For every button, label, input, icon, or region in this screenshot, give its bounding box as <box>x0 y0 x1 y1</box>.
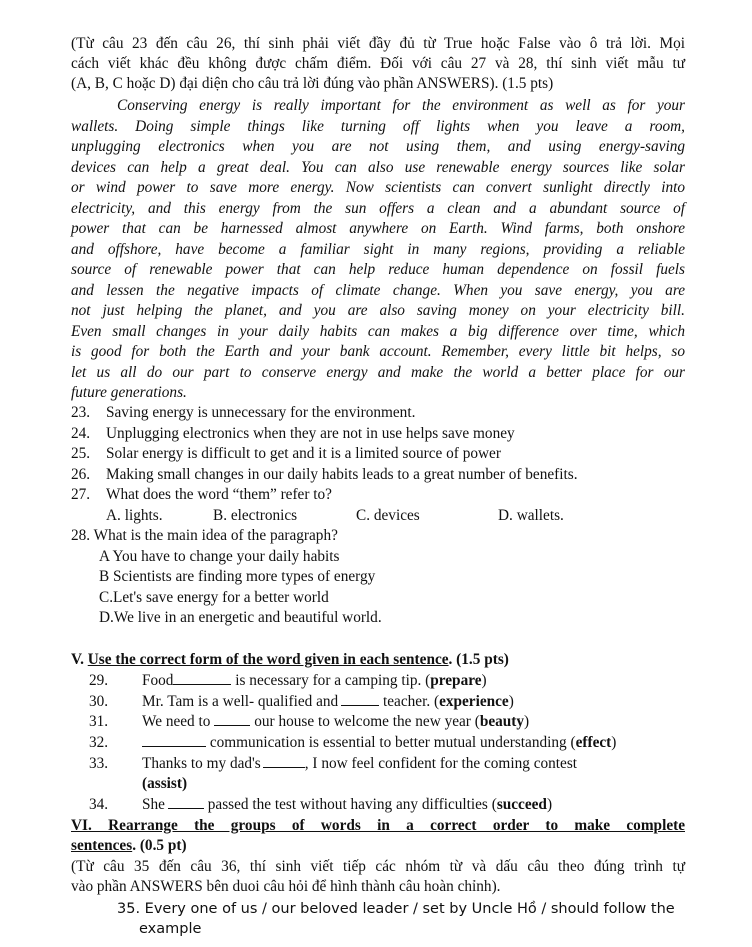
instructions-line-3: (A, B, C hoặc D) đại diện cho câu trả lời đúng vào phần ANSWERS). (1.5 pts) <box>71 75 554 92</box>
word-form-sentence: communication is essential to better mutual understanding (effect) <box>142 733 616 753</box>
word-cue: prepare <box>430 672 482 689</box>
q28-option-c: C.Let's save energy for a better world <box>99 589 329 606</box>
question-number: 29. <box>89 672 109 689</box>
section-5-prefix: V. <box>71 651 88 668</box>
word-form-sentence: Thanks to my dad's , I now feel confident for the coming contest <box>142 755 578 772</box>
word-form-sentence: We need to our house to welcome the new year (beauty) <box>142 713 530 730</box>
answer-blank <box>341 692 379 706</box>
answer-blank <box>142 733 206 747</box>
question-text: Making small changes in our daily habits leads to a great number of benefits. <box>106 466 578 483</box>
section-6-heading-cont: sentences. (0.5 pt) <box>71 837 187 854</box>
section-6-heading: VI. Rearrange the groups of words in a correct order to make complete <box>71 817 685 834</box>
answer-blank <box>214 712 250 726</box>
question-number: 30. <box>89 693 109 710</box>
question-text: Saving energy is unnecessary for the environment. <box>106 404 416 421</box>
q27-option-a: A. lights. <box>106 507 163 524</box>
section-5-heading <box>71 650 509 670</box>
passage-line: is good for both the Earth and your bank account. Remember, every little bit helps, so <box>71 343 685 360</box>
section-6-instructions-line-1: (Từ câu 35 đến câu 36, thí sinh viết tiếp các nhóm từ và dấu câu theo đúng trình tự <box>71 858 685 875</box>
word-form-sentence: Mr. Tam is a well- qualified and teacher. (experience) <box>142 693 514 710</box>
word-form-sentence: Food is necessary for a camping tip. (prepare) <box>142 672 487 689</box>
word-form-sentence: She passed the test without having any difficulties (succeed) <box>142 796 553 813</box>
question-number: 27. <box>71 486 91 503</box>
question-number: 31. <box>89 713 109 730</box>
section-5-title: Use the correct form of the word given in each sentence <box>87 651 449 668</box>
question-text: Solar energy is difficult to get and it is a limited source of power <box>106 445 501 462</box>
q28-stem: 28. What is the main idea of the paragraph? <box>71 527 338 544</box>
q27-option-c: C. devices <box>356 507 420 524</box>
q27-option-b: B. electronics <box>213 507 298 524</box>
passage-line: let us all do our part to conserve energy and make the world a better place for our <box>71 364 685 381</box>
passage-line: or wind power to save more energy. Now scientists can convert sunlight directly into <box>71 179 685 196</box>
q28-option-a: A You have to change your daily habits <box>99 548 340 565</box>
section-6-instructions-line-2: vào phần ANSWERS bên duoi câu hỏi để hình thành câu hoàn chỉnh). <box>71 878 501 895</box>
word-cue: succeed <box>496 796 547 813</box>
question-number: 24. <box>71 425 91 442</box>
passage-line: future generations. <box>71 384 187 401</box>
answer-blank <box>263 754 305 768</box>
passage-line: and lessen the negative impacts of climate change. When you save energy, you are <box>71 282 685 299</box>
passage-line: devices can help a great deal. You can also use renewable energy sources like solar <box>71 159 685 176</box>
passage-line: source of renewable power that can help reduce human dependence on fossil fuels <box>71 261 685 278</box>
q28-option-d: D.We live in an energetic and beautiful world. <box>99 609 382 626</box>
word-cue: experience <box>439 693 509 710</box>
passage-line: Conserving energy is really important for the environment as well as for your <box>117 97 685 114</box>
answer-blank <box>173 671 231 685</box>
q27-option-d: D. wallets. <box>498 507 564 524</box>
passage-line: wallets. Doing simple things like turning off lights when you leave a room, <box>71 118 685 135</box>
question-number: 23. <box>71 404 91 421</box>
question-number: 32. <box>89 734 109 751</box>
question-number: 33. <box>89 755 109 772</box>
passage-line: unplugging electronics when you are not using them, and using energy-saving <box>71 138 685 155</box>
q28-option-b: B Scientists are finding more types of energy <box>99 568 376 585</box>
passage-line: and offshore, have become a familiar sight in many regions, providing a reliable <box>71 241 685 258</box>
word-cue: beauty <box>479 713 525 730</box>
passage-line: Even small changes in your daily habits can makes a big difference over time, which <box>71 323 685 340</box>
q35-text: 35. Every one of us / our beloved leader / set by Uncle Hồ / should follow the <box>117 901 675 917</box>
passage-line: electricity, and this energy from the sun offers a clean and a abundant source of <box>71 200 685 217</box>
passage-line: not just helping the planet, and you are also saving money on your electricity bill. <box>71 302 685 319</box>
question-text: Unplugging electronics when they are not in use helps save money <box>106 425 515 442</box>
instructions-line-2: cách viết khác đều không được chấm điểm. Đối với câu 27 và 28, thí sinh viết mẫu tư <box>71 55 685 72</box>
word-cue: effect <box>575 734 612 751</box>
section-5-points: . (1.5 pts) <box>448 651 509 668</box>
question-text: What does the word “them” refer to? <box>106 486 332 503</box>
question-number: 34. <box>89 796 109 813</box>
instructions-line-1: (Từ câu 23 đến câu 26, thí sinh phải viết đầy đủ từ True hoặc False vào ô trả lời. Mọi <box>71 35 685 52</box>
q35-text-cont: example <box>139 921 202 937</box>
question-number: 26. <box>71 466 91 483</box>
word-cue: (assist) <box>142 775 188 792</box>
question-number: 25. <box>71 445 91 462</box>
answer-blank <box>168 795 204 809</box>
passage-line: power that can be harnessed almost anywhere on Earth. Wind farms, both onshore <box>71 220 685 237</box>
